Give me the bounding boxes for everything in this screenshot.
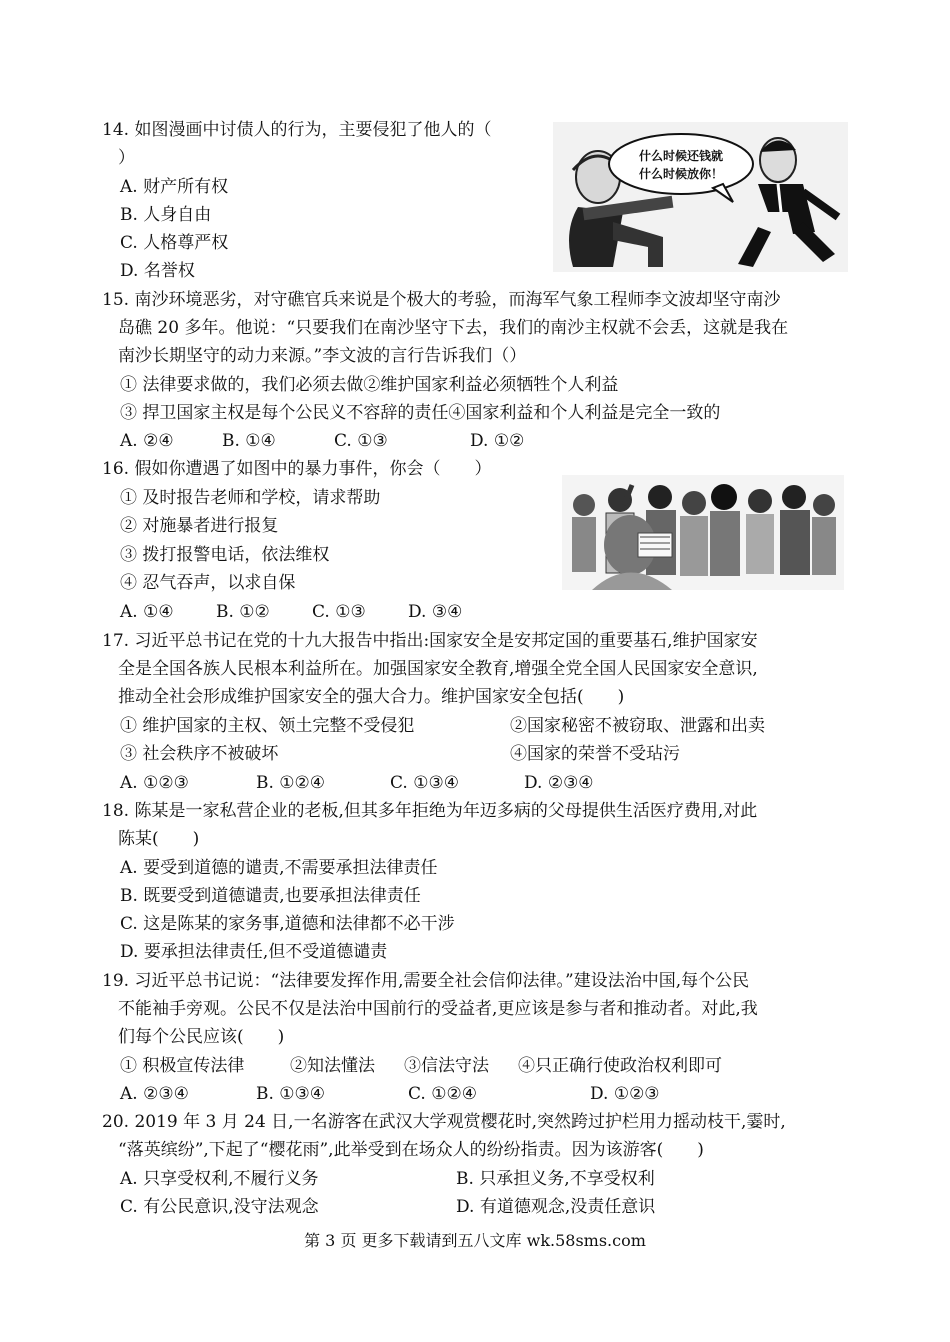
q14-stem-line2: ）	[118, 148, 135, 168]
q15-item-line2: ③ 捍卫国家主权是每个公民义不容辞的责任④国家利益和个人利益是完全一致的	[120, 403, 721, 423]
q18-option-b: B. 既要受到道德谴责,也要承担法律责任	[120, 886, 421, 906]
q15-line2: 岛礁 20 多年。他说：“只要我们在南沙坚守下去，我们的南沙主权就不会丢，这就是我在	[118, 318, 789, 338]
q17-item-3: ③ 社会秩序不被破坏	[120, 744, 279, 764]
q20-option-d: D. 有道德观念,没责任意识	[456, 1197, 656, 1217]
q16-item-4: ④ 忍气吞声，以求自保	[120, 573, 296, 593]
violence-scene-picture	[562, 475, 844, 590]
q19-line1: 19. 习近平总书记说：“法律要发挥作用,需要全社会信仰法律。”建设法治中国,每个公民	[102, 971, 750, 991]
q15-line3: 南沙长期坚守的动力来源。”李文波的言行告诉我们（）	[118, 346, 527, 366]
q19-option-c: C. ①②④	[408, 1084, 477, 1104]
q18-line2: 陈某( )	[118, 829, 200, 849]
q20-line2: “落英缤纷”,下起了“樱花雨”,此举受到在场众人的纷纷指责。因为该游客( )	[118, 1140, 704, 1160]
q19-option-b: B. ①③④	[256, 1084, 326, 1104]
q20-option-a: A. 只享受权利,不履行义务	[120, 1169, 319, 1189]
q14-option-c: C. 人格尊严权	[120, 233, 229, 253]
q16-option-b: B. ①②	[216, 602, 270, 622]
q19-option-d: D. ①②③	[590, 1084, 660, 1104]
q19-item-1: ① 积极宣传法律	[120, 1056, 245, 1076]
q18-option-d: D. 要承担法律责任,但不受道德谴责	[120, 942, 388, 962]
q16-stem: 16. 假如你遭遇了如图中的暴力事件，你会（ ）	[102, 459, 492, 479]
q14-option-b: B. 人身自由	[120, 205, 212, 225]
q15-option-d: D. ①②	[470, 431, 525, 451]
q16-item-1: ① 及时报告老师和学校，请求帮助	[120, 488, 381, 508]
q16-option-c: C. ①③	[312, 602, 366, 622]
q19-item-3: ③信法守法	[404, 1056, 489, 1076]
q19-line2: 不能袖手旁观。公民不仅是法治中国前行的受益者,更应该是参与者和推动者。对此,我	[118, 999, 758, 1019]
q15-item-line1: ① 法律要求做的，我们必须去做②维护国家利益必须牺牲个人利益	[120, 375, 619, 395]
cartoon-bubble-line2: 什么时候放你！	[638, 167, 724, 181]
page-footer: 第 3 页 更多下载请到五八文库 wk.58sms.com	[304, 1231, 646, 1250]
q17-line2: 全是全国各族人民根本利益所在。加强国家安全教育,增强全党全国人民国家安全意识,	[118, 659, 758, 679]
q20-line1: 20. 2019 年 3 月 24 日,一名游客在武汉大学观赏樱花时,突然跨过护栏用力摇动枝干,霎时,	[102, 1112, 786, 1132]
q15-option-a: A. ②④	[120, 431, 174, 451]
q14-option-a: A. 财产所有权	[120, 177, 229, 197]
q18-line1: 18. 陈某是一家私营企业的老板,但其多年拒绝为年迈多病的父母提供生活医疗费用,对此	[102, 801, 758, 821]
q19-line3: 们每个公民应该( )	[118, 1027, 285, 1047]
q16-item-3: ③ 拨打报警电话，依法维权	[120, 545, 330, 565]
q16-option-d: D. ③④	[408, 602, 463, 622]
q14-stem-line1: 14. 如图漫画中讨债人的行为，主要侵犯了他人的（	[102, 120, 492, 140]
q20-option-b: B. 只承担义务,不享受权利	[456, 1169, 655, 1189]
q14-option-d: D. 名誉权	[120, 261, 195, 281]
q17-line1: 17. 习近平总书记在党的十九大报告中指出:国家安全是安邦定国的重要基石,维护国家安	[102, 631, 758, 651]
q18-option-c: C. 这是陈某的家务事,道德和法律都不必干涉	[120, 914, 455, 934]
q17-option-b: B. ①②④	[256, 773, 326, 793]
q20-option-c: C. 有公民意识,没守法观念	[120, 1197, 319, 1217]
debt-collector-cartoon	[553, 122, 848, 272]
q16-item-2: ② 对施暴者进行报复	[120, 516, 279, 536]
q19-option-a: A. ②③④	[120, 1084, 189, 1104]
q15-line1: 15. 南沙环境恶劣，对守礁官兵来说是个极大的考验，而海军气象工程师李文波却坚守南沙	[102, 290, 781, 310]
cartoon-bubble-line1: 什么时候还钱就	[638, 149, 724, 163]
q19-item-4: ④只正确行使政治权利即可	[518, 1056, 722, 1076]
q16-option-a: A. ①④	[120, 602, 174, 622]
q18-option-a: A. 要受到道德的谴责,不需要承担法律责任	[120, 858, 438, 878]
q17-item-4: ④国家的荣誉不受玷污	[510, 744, 680, 764]
q15-option-c: C. ①③	[334, 431, 388, 451]
q17-item-2: ②国家秘密不被窃取、泄露和出卖	[510, 716, 765, 736]
q17-option-d: D. ②③④	[524, 773, 594, 793]
q15-option-b: B. ①④	[222, 431, 276, 451]
q17-option-c: C. ①③④	[390, 773, 459, 793]
q17-line3: 推动全社会形成维护国家安全的强大合力。维护国家安全包括( )	[118, 687, 625, 707]
q17-option-a: A. ①②③	[120, 773, 189, 793]
q17-item-1: ① 维护国家的主权、领土完整不受侵犯	[120, 716, 415, 736]
q19-item-2: ②知法懂法	[290, 1056, 375, 1076]
